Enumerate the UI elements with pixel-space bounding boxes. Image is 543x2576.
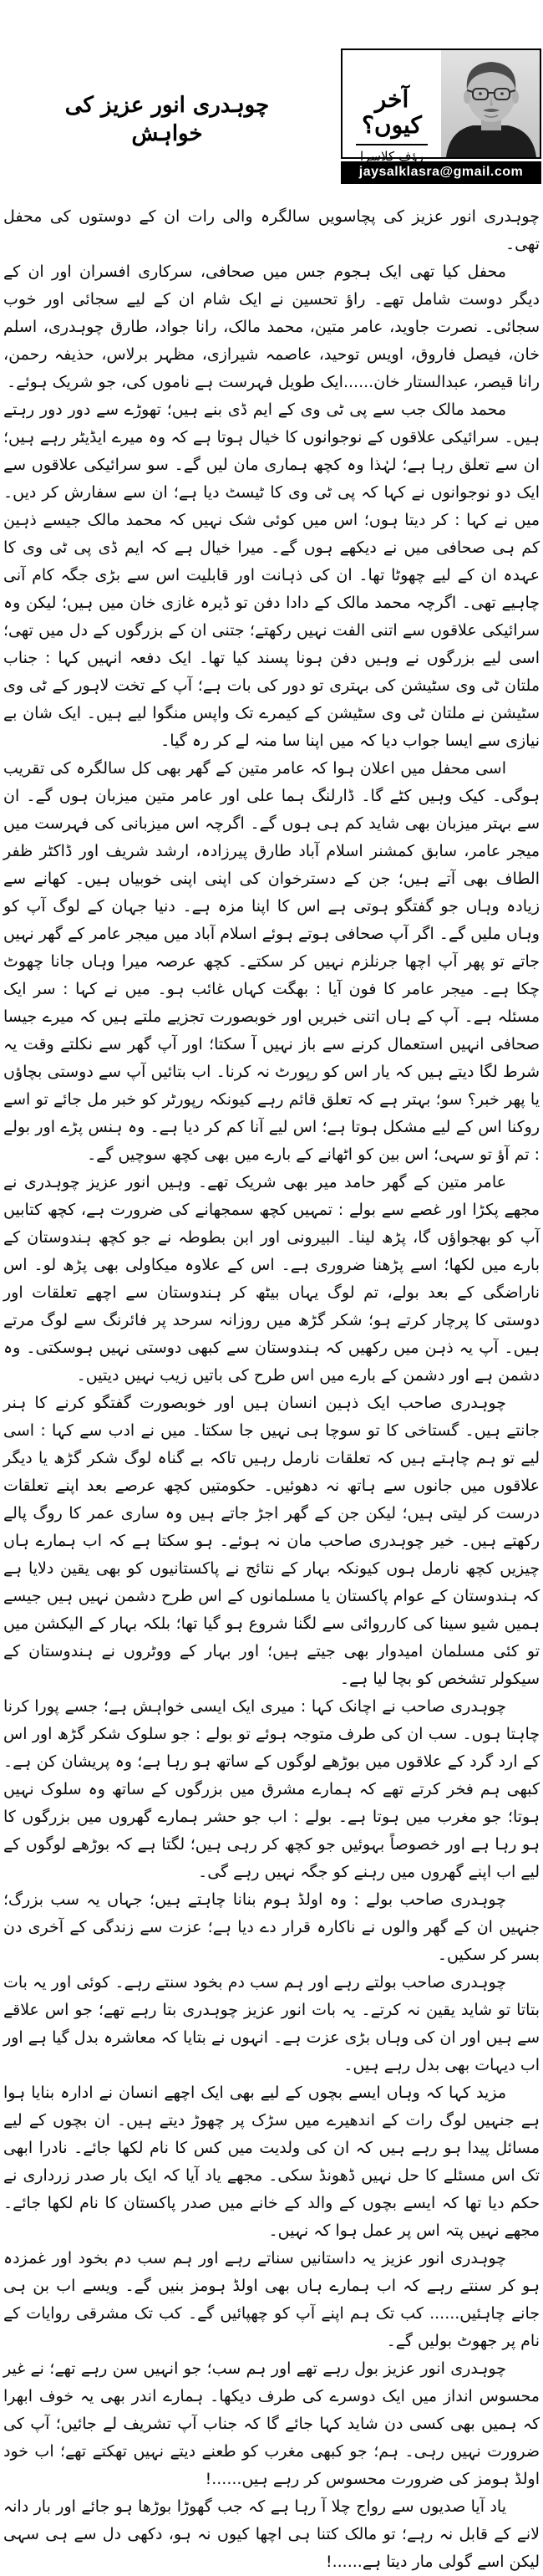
- article-paragraph: چوہدری صاحب ایک ذہین انسان ہیں اور خوبصورت گفتگو کرنے کا ہنر جانتے ہیں۔ گستاخی کا تو سوچا ہی نہیں جا سکتا۔ میں نے ادب سے کہا : اسی لیے تو ہم چاہتے ہیں کہ تعلقات نارمل رہیں تاکہ بے گناہ لوگ شکر گڑھ یا دیگر علاقوں میں جانوں سے ہاتھ نہ دھوئیں۔ حکومتیں کچھ عرصے بعد اپنے تعلقات درست کر لیتی ہیں؛ لیکن جن کے گھر اجڑ جاتے ہیں وہ ساری عمر کا روگ پالے رکھتے ہیں۔ خیر چوہدری صاحب مان نہ ہوئے۔ ہو سکتا ہے کہ اب ہمارے ہاں چیزیں کچھ نارمل ہوں کیونکہ بہار کے نتائج نے پاکستانیوں کو بھی یقین دلایا ہے کہ ہندوستان کے عوام پاکستان یا مسلمانوں کے اس طرح دشمن نہیں ہیں جیسے ہمیں شیو سینا کی کارروائی سے لگنا شروع ہو گیا تھا؛ بلکہ بہار کے الیکشن میں تو کئی مسلمان امیدوار بھی جیتے ہیں؛ اور بہار کے ووٹروں نے ہندوستان کے سیکولر تشخص کو بچا لیا ہے۔: [3, 1394, 540, 1688]
- article-paragraph: چوہدری صاحب بولتے رہے اور ہم سب دم بخود سنتے رہے۔ کوئی اور یہ بات بتاتا تو شاید یقین نہ کرتے۔ یہ بات انور عزیز چوہدری بتا رہے تھے؛ جو اس علاقے سے ہیں اور ان کی وہاں بڑی عزت ہے۔ انہوں نے بتایا کہ معاشرہ بدل گیا ہے اور اب دیہات بھی بدل رہے ہیں۔: [3, 1973, 540, 2074]
- author-email: jaysalklasra@gmail.com: [341, 161, 541, 184]
- article-paragraph: محمد مالک جب سے پی ٹی وی کے ایم ڈی بنے ہیں؛ تھوڑے سے دور دور رہتے ہیں۔ سرائیکی علاقوں کے نوجوانوں کا خیال ہوتا ہے کہ وہ میرے ایڈیٹر رہے ہیں؛ ان سے تعلق رہا ہے؛ لہٰذا وہ کچھ ہماری مان لیں گے۔ سو سرائیکی علاقوں سے ایک دو نوجوانوں نے کہا کہ پی ٹی وی کا ٹیسٹ دیا ہے؛ ان سے سفارش کر دیں۔ میں نے کہا : کر دیتا ہوں؛ اس میں کوئی شک نہیں کہ محمد مالک جیسے ذہین کم ہی صحافی میں نے دیکھے ہوں گے۔ میرا خیال ہے کہ ایم ڈی پی ٹی وی کا عہدہ ان کے لیے چھوٹا تھا۔ ان کی ذہانت اور قابلیت اس سے بڑی جگہ کام آنی چاہیے تھی۔ اگرچہ محمد مالک کے دادا دفن تو ڈیرہ غازی خان میں ہیں؛ لیکن وہ سرائیکی علاقوں سے اتنی الفت نہیں رکھتے؛ جتنی ان کے بزرگوں کے دل میں تھی؛ اسی لیے بزرگوں نے وہیں دفن ہونا پسند کیا تھا۔ ایک دفعہ انہیں کہا : جناب ملتان ٹی وی سٹیشن کی بہتری تو دور کی بات ہے؛ آپ کے تخت لاہور کے ٹی وی سٹیشن نے ملتان ٹی وی سٹیشن کے کیمرے تک واپس منگوا لیے ہیں۔ ایک شان بے نیازی سے ایسا جواب دیا کہ میں اپنا سا منہ لے کر رہ گیا۔: [3, 400, 540, 750]
- article-paragraph: چوہدری انور عزیز یہ داستانیں سناتے رہے اور ہم سب دم بخود اور غمزدہ ہو کر سنتے رہے کہ اب ہمارے ہاں بھی اولڈ ہومز بنیں گے۔ ویسے اب بن ہی جانے چاہئیں...... کب تک ہم اپنے آپ کو چھپائیں گے۔ کب تک مشرقی روایات کے نام پر جھوٹ بولیں گے۔: [3, 2249, 540, 2350]
- column-title: آخر کیوں؟: [362, 85, 422, 139]
- article-paragraph: چوہدری انور عزیز بول رہے تھے اور ہم سب؛ جو انہیں سن رہے تھے؛ نے غیر محسوس انداز میں ایک دوسرے کی طرف دیکھا۔ ہمارے اندر بھی یہ خوف ابھرا کہ ہمیں بھی کسی دن شاید کہا جائے گا کہ جناب آپ تشریف لے جائیں؛ آپ کی ضرورت نہیں رہی۔ ہم؛ جو کبھی مغرب کو طعنے دیتے نہیں تھکتے تھے؛ اب خود اولڈ ہومز کی ضرورت محسوس کر رہے ہیں......!: [3, 2359, 540, 2488]
- title-divider: [356, 144, 428, 145]
- article-paragraph: مزید کہا کہ وہاں ایسے بچوں کے لیے بھی ایک اچھے انسان نے ادارہ بنایا ہوا ہے جنہیں لوگ رات کے اندھیرے میں سڑک پر چھوڑ دیتے ہیں۔ ان بچوں کے لیے مسائل پیدا ہو رہے ہیں کہ ان کی ولدیت میں کس کا نام لکھا جائے۔ نادرا ابھی تک اس مسئلے کا حل نہیں ڈھونڈ سکی۔ مجھے یاد آیا کہ ایک بار صدر زرداری نے حکم دیا تھا کہ ایسے بچوں کے والد کے خانے میں صدر پاکستان کا نام لکھا جائے۔ مجھے نہیں پتہ اس پر عمل ہوا کہ نہیں۔: [3, 2084, 540, 2240]
- article-paragraph: یاد آیا صدیوں سے رواج چلا آ رہا ہے کہ جب گھوڑا بوڑھا ہو جائے اور بار دانہ لانے کے قابل نہ رہے؛ تو مالک کتنا ہی اچھا کیوں نہ ہو، دکھی دل سے ہی سہی لیکن اسے گولی مار دیتا ہے......!: [3, 2497, 540, 2571]
- article-paragraph: عامر متین کے گھر حامد میر بھی شریک تھے۔ وہیں انور عزیز چوہدری نے مجھے پکڑا اور غصے سے بولے : تمہیں کچھ سمجھانے کی ضرورت ہے، کچھ کتابیں آپ کو بھجواؤں گا، پڑھ لینا۔ البیرونی اور ابن بطوطہ نے جو کچھ ہندوستان کے بارے میں لکھا؛ اسے پڑھنا ضروری ہے۔ اس کے علاوہ میکاولی بھی پڑھ لو۔ اس ناراضگی کے بعد بولے، تم لوگ یہاں بیٹھ کر ہندوستان سے اچھے تعلقات اور دوستی کا پرچار کرتے ہو؛ شکر گڑھ میں روزانہ سرحد پر فائرنگ سے لوگ مرتے ہیں۔ آپ یہ ذہن میں رکھیں کہ ہندوستان سے کبھی دوستی نہیں ہوسکتی۔ وہ دشمن ہے اور دشمن کے بارے میں اس طرح کی باتیں زیب نہیں دیتیں۔: [3, 1173, 540, 1385]
- column-title-block: [344, 87, 439, 164]
- article-body: [3, 203, 540, 2576]
- author-photo: [441, 50, 540, 157]
- article-paragraph: چوہدری صاحب بولے : وہ اولڈ ہوم بنانا چاہتے ہیں؛ جہاں یہ سب بزرگ؛ جنہیں ان کے گھر والوں نے ناکارہ قرار دے دیا ہے؛ عزت سے زندگی کے آخری دن بسر کر سکیں۔: [3, 1890, 540, 1964]
- article-paragraph: محفل کیا تھی ایک ہجوم جس میں صحافی، سرکاری افسران اور ان کے دیگر دوست شامل تھے۔ راؤ تحسین نے ایک شام ان کے لیے سجائی اور خوب سجائی۔ نصرت جاوید، عامر متین، محمد مالک، رانا جواد، طارق چوہدری، اسلم خان، فیصل فاروق، اویس توحید، عاصمہ شیرازی، مظہر برلاس، حذیفہ رحمن، رانا قیصر، عبدالستار خان......ایک طویل فہرست ہے ناموں کی، جو شریک ہوئے۔: [3, 263, 540, 391]
- article-paragraph: چوہدری صاحب نے اچانک کہا : میری ایک ایسی خواہش ہے؛ جسے پورا کرنا چاہتا ہوں۔ سب ان کی طرف متوجہ ہوئے تو بولے : جو سلوک شکر گڑھ اور اس کے ارد گرد کے علاقوں میں بوڑھے لوگوں کے ساتھ ہو رہا ہے؛ وہ پریشان کن ہے۔ کبھی ہم فخر کرتے تھے کہ ہمارے مشرق میں بزرگوں کے ساتھ وہ سلوک نہیں ہوتا؛ جو مغرب میں ہوتا ہے۔ بولے : اب جو حشر ہمارے گھروں میں بزرگوں کا ہو رہا ہے اور خصوصاً بہوئیں جو کچھ کر رہی ہیں؛ لگتا ہے کہ بوڑھے لوگوں کے لیے اب اپنے گھروں میں رہنے کو جگہ نہیں رہے گی۔: [3, 1697, 540, 1881]
- article-paragraph: اسی محفل میں اعلان ہوا کہ عامر متین کے گھر بھی کل سالگرہ کی تقریب ہوگی۔ کیک وہیں کٹے گا۔ ڈارلنگ ہما علی اور عامر متین میزبان ہوں گے۔ ان سے بہتر میزبان بھی شاید کم ہی ہوں گے۔ اگرچہ اس میزبانی کی فہرست میں میجر عامر، سابق کمشنر اسلام آباد طارق پیرزادہ، ارشد شریف اور ڈاکٹر ظفر الطاف بھی آتے ہیں؛ جن کے دسترخوان کی اپنی اپنی خوبیاں ہیں۔ کھانے سے زیادہ وہاں جو گفتگو ہوتی ہے اس کا اپنا مزہ ہے۔ دنیا جہان کے لوگ آپ کو وہاں ملیں گے۔ اگر آپ صحافی ہوتے ہوئے اسلام آباد میں میجر عامر کے گھر نہیں جاتے تو پھر آپ اچھا جرنلزم نہیں کر سکتے۔ کچھ عرصہ میرا وہاں جانا چھوٹ چکا ہے۔ میجر عامر کا فون آیا : بھگت کہاں غائب ہو۔ میں نے کہا : سر ایک مسئلہ ہے۔ آپ کے ہاں اتنی خبریں اور خوبصورت تجزیے ملتے ہیں کہ میرے جیسا صحافی انہیں استعمال کرنے سے باز نہیں آ سکتا؛ اور آپ گھر سے نکلتے وقت یہ شرط لگا دیتے ہیں کہ یار اس کو رپورٹ نہ کرنا۔ اب بتائیں آپ سے دوستی بچاؤں یا پھر خبر؟ سو؛ بہتر ہے کہ تعلق قائم رہے کیونکہ رپورٹر کو خبر مل جائے تو اسے روکنا اس کے لیے مشکل ہوتا ہے؛ اس لیے آنا کم کر دیا ہے۔ وہ ہنس پڑے اور بولے : تم آؤ تو سہی؛ اس بین کو اٹھانے کے بارے میں بھی کچھ سوچیں گے۔: [3, 759, 540, 1164]
- article-paragraph: چوہدری انور عزیز کی پچاسویں سالگرہ والی رات ان کے دوستوں کی محفل تھی۔: [3, 207, 540, 253]
- author-name: رؤف کلاسرا: [360, 148, 424, 164]
- column-masthead: [341, 48, 541, 184]
- article-headline: چوہدری انور عزیز کی خواہش: [64, 93, 270, 146]
- author-box: [341, 48, 541, 164]
